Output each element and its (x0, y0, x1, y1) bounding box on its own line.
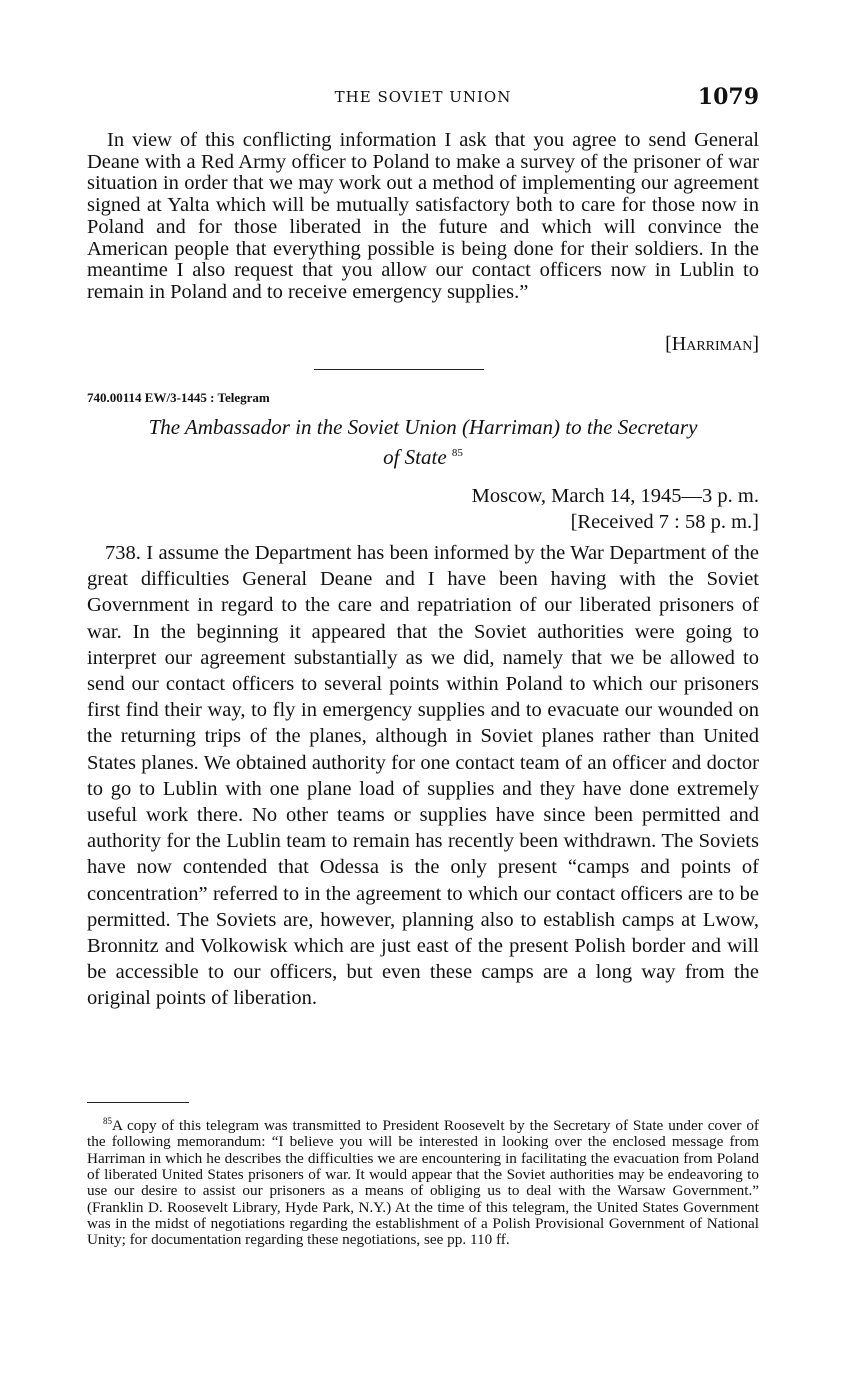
title-footnote-marker: 85 (451, 447, 463, 459)
dateline (472, 483, 759, 535)
footnote-marker: 85 (103, 1116, 112, 1126)
signature-open-bracket: [ (665, 333, 672, 355)
document-title-line-1: The Ambassador in the Soviet Union (Harriman) to the Secretary (148, 415, 698, 439)
telegram-body-paragraph: 738. I assume the Department has been informed by the War Department of the great difficulties General Deane and I have been having with the Soviet Government in regard to the care and repatriation of our liberated prisoners of war. In the beginning it appeared that the Soviet authorities were going to interpret our agreement substantially as we did, namely that we be allowed to send our contact officers to several points within Poland to which our prisoners first find their way, to fly in emergency supplies and to evacuate our wounded on the returning trips of the planes, although in Soviet planes rather than United States planes. We obtained authority for one contact team of an officer and doctor to go to Lublin with one plane load of supplies and they have done extremely useful work there. No other teams or supplies have since been permitted and authority for the Lublin team to remain has recently been withdrawn. The Soviets have now contended that Odessa is the only present “camps and points of concentration” referred to in the agreement to which our contact officers are to be permitted. The Soviets are, however, planning also to establish camps at Lwow, Bronnitz and Volkowisk which are just east of the present Polish border and will be accessible to our officers, but even these camps are a long way from the original points of liberation. (87, 542, 759, 1010)
section-divider (314, 369, 484, 370)
dateline-sent: Moscow, March 14, 1945—3 p. m. (471, 485, 759, 507)
page-header (87, 84, 759, 114)
running-head: THE SOVIET UNION (334, 88, 512, 106)
footnote-rule (87, 1102, 189, 1103)
signature (665, 333, 759, 356)
page-number: 1079 (697, 84, 759, 110)
signature-close-bracket: ] (752, 333, 759, 355)
footnote (87, 1113, 759, 1248)
signature-name: Harriman (671, 333, 753, 355)
footnote-text: A copy of this telegram was transmitted to President Roosevelt by the Secretary of State under cover of the following memorandum: “I believe you will be interested in looking over the enclosed message from Harriman in which he describes the difficulties we are encountering in facilitating the evacuation from Poland of liberated United States prisoners of war. It would appear that the Soviet authorities may be endeavoring to use our desire to assist our prisoners as a means of obliging us to deal with the Warsaw Government.” (Franklin D. Roosevelt Library, Hyde Park, N.Y.) At the time of this telegram, the United States Government was in the midst of negotiations regarding the establishment of a Polish Provisional Government of National Unity; for documentation regarding these negotiations, see pp. 110 ff. (87, 1117, 759, 1249)
document-title-line-2-text: of State (383, 445, 447, 469)
dateline-received: [Received 7 : 58 p. m.] (570, 511, 759, 533)
document-title-line-2 (87, 440, 759, 470)
letter-closing-paragraph: In view of this conflicting information I ask that you agree to send General Deane with a Red Army officer to Poland to make a survey of the prisoner of war situation in order that we may work out a method of implementing our agreement signed at Yalta which will be mutually satisfactory both to care for those now in Poland and for those liberated in the future and which will convince the American people that everything possible is being done for their soldiers. In the meantime I also request that you allow our contact officers now in Lublin to remain in Poland and to receive emergency supplies.” (87, 129, 759, 303)
document-title (87, 414, 759, 470)
file-reference: 740.00114 EW/3-1445 : Telegram (87, 390, 270, 405)
